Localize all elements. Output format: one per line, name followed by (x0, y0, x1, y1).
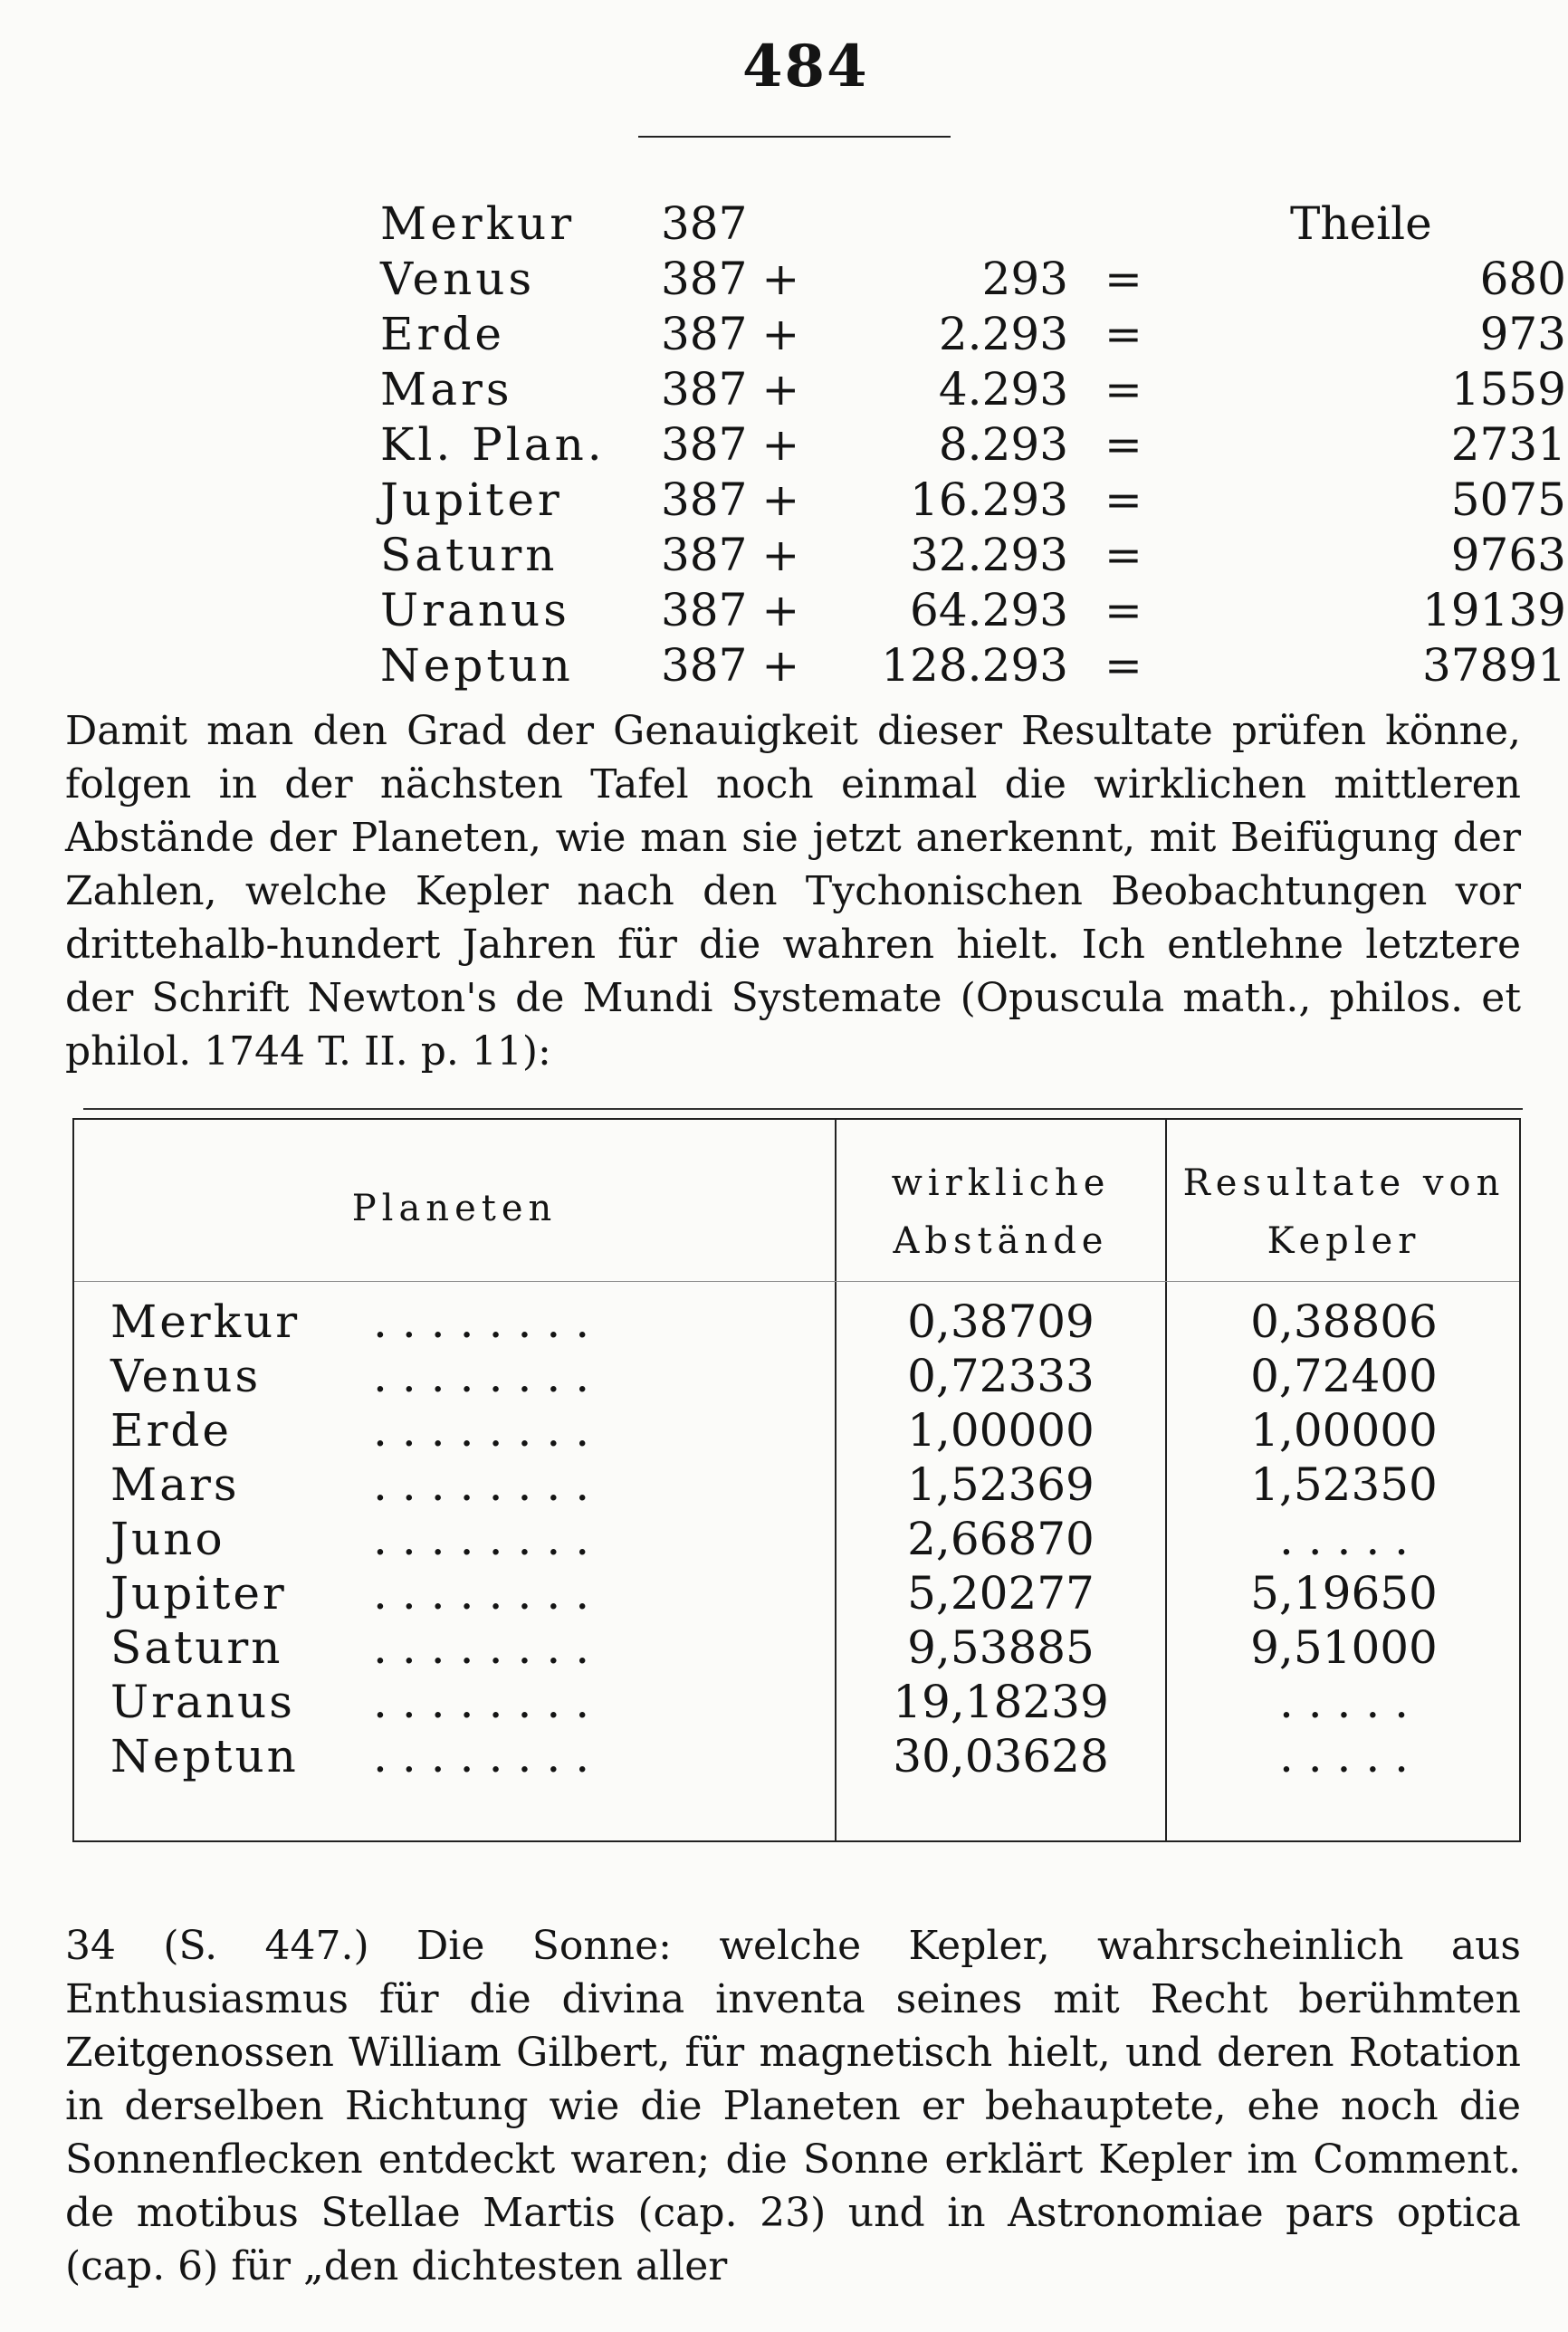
row-actual: 0,72333 (907, 1350, 1095, 1402)
calc-equals: = (1104, 308, 1143, 360)
row-kepler: 1,00000 (1250, 1404, 1438, 1457)
calc-result: 973 (1479, 308, 1566, 360)
calc-base: 387 (661, 197, 748, 250)
calc-equals: = (1104, 584, 1143, 636)
row-actual: 2,66870 (907, 1513, 1095, 1565)
table-row (74, 1458, 1519, 1513)
row-actual: 1,52369 (907, 1458, 1095, 1511)
row-leader: ........ (373, 1295, 605, 1348)
row-kepler: . . . . . (1278, 1676, 1410, 1728)
calc-base: 387 + (661, 363, 800, 416)
calc-multiple: 16.293 (910, 473, 1068, 526)
row-leader: ........ (373, 1350, 605, 1402)
row-leader: ........ (373, 1404, 605, 1457)
calc-result: 1559 (1450, 363, 1566, 416)
row-actual: 19,18239 (893, 1676, 1109, 1728)
calc-planet: Kl. Plan. (380, 418, 606, 471)
table-top-rule (83, 1108, 1523, 1110)
calc-planet: Neptun (380, 639, 574, 692)
table-row (74, 1404, 1519, 1458)
calc-planet: Mars (380, 363, 513, 416)
row-actual: 5,20277 (907, 1567, 1095, 1620)
row-kepler: . . . . . (1278, 1513, 1410, 1565)
calc-multiple: 293 (981, 253, 1068, 305)
row-kepler: . . . . . (1278, 1730, 1410, 1782)
header-actual-distances: wirkliche Abstände (891, 1162, 1111, 1262)
row-planet: Uranus (110, 1676, 295, 1728)
header-kepler-results: Resultate von Kepler (1182, 1162, 1506, 1262)
row-planet: Mars (110, 1458, 240, 1511)
row-leader: ........ (373, 1458, 605, 1511)
calc-planet: Jupiter (380, 473, 563, 526)
calc-planet: Merkur (380, 197, 576, 250)
page-number: 484 (742, 33, 869, 100)
calc-result: 680 (1479, 253, 1566, 305)
calc-result: Theile (1290, 197, 1432, 250)
intro-paragraph: Damit man den Grad der Genauigkeit dieser Resultate prüfen könne, folgen in der nächsten Tafel noch einmal die wirklichen mittleren Abstände der Planeten, wie man sie jetzt anerkennt, mit Beifügung der Zahlen, welche Kepler nach den Tychonischen Beobachtungen vor drittehalb-hundert Jahren für die wahren hielt. Ich entlehne letztere der Schrift Newton's de Mundi Systemate (Opuscula math., philos. et philol. 1744 T. II. p. 11): (65, 708, 1521, 1075)
row-leader: ........ (373, 1730, 605, 1782)
calc-base: 387 + (661, 529, 800, 581)
calc-base: 387 + (661, 253, 800, 305)
calc-planet: Venus (380, 253, 536, 305)
calc-equals: = (1104, 253, 1143, 305)
calc-equals: = (1104, 473, 1143, 526)
row-planet: Jupiter (110, 1567, 287, 1620)
calc-planet: Saturn (380, 529, 559, 581)
row-planet: Saturn (110, 1621, 283, 1674)
calc-multiple: 128.293 (881, 639, 1068, 692)
calc-equals: = (1104, 639, 1143, 692)
calc-result: 37891 (1421, 639, 1566, 692)
page-number-rule (638, 136, 951, 138)
row-kepler: 1,52350 (1250, 1458, 1438, 1511)
header-rule (74, 1281, 1519, 1282)
calc-base: 387 + (661, 308, 800, 360)
calc-multiple: 2.293 (938, 308, 1068, 360)
table-row (74, 1295, 1519, 1350)
row-planet: Merkur (110, 1295, 301, 1348)
calc-base: 387 + (661, 584, 800, 636)
calc-planet: Erde (380, 308, 505, 360)
row-kepler: 5,19650 (1250, 1567, 1438, 1620)
table-body (74, 1295, 1519, 1784)
calc-result: 2731 (1450, 418, 1566, 471)
table-row (74, 1730, 1519, 1784)
calc-planet: Uranus (380, 584, 570, 636)
calc-base: 387 + (661, 473, 800, 526)
row-planet: Erde (110, 1404, 232, 1457)
row-actual: 1,00000 (907, 1404, 1095, 1457)
row-planet: Venus (110, 1350, 262, 1402)
table-row (74, 1567, 1519, 1621)
row-leader: ........ (373, 1567, 605, 1620)
row-planet: Neptun (110, 1730, 299, 1782)
header-planets: Planeten (351, 1188, 558, 1229)
row-kepler: 9,51000 (1250, 1621, 1438, 1674)
table-row (74, 1350, 1519, 1404)
row-actual: 9,53885 (907, 1621, 1095, 1674)
calc-result: 19139 (1421, 584, 1566, 636)
calc-equals: = (1104, 363, 1143, 416)
calc-result: 9763 (1450, 529, 1566, 581)
row-leader: ........ (373, 1621, 605, 1674)
calc-multiple: 8.293 (938, 418, 1068, 471)
calc-base: 387 + (661, 418, 800, 471)
row-kepler: 0,38806 (1250, 1295, 1438, 1348)
row-planet: Juno (110, 1513, 225, 1565)
calc-multiple: 64.293 (910, 584, 1068, 636)
table-row (74, 1513, 1519, 1567)
row-actual: 30,03628 (893, 1730, 1109, 1782)
row-kepler: 0,72400 (1250, 1350, 1438, 1402)
calc-multiple: 32.293 (910, 529, 1068, 581)
calc-equals: = (1104, 529, 1143, 581)
calc-result: 5075 (1450, 473, 1566, 526)
planet-distance-table (72, 1118, 1521, 1842)
calc-multiple: 4.293 (938, 363, 1068, 416)
calc-equals: = (1104, 418, 1143, 471)
footnote-paragraph: 34 (S. 447.) Die Sonne: welche Kepler, wahrscheinlich aus Enthusiasmus für die divina inventa seines mit Recht berühmten Zeitgenossen William Gilbert, für magnetisch hielt, und deren Rotation in derselben Richtung wie die Planeten er behauptete, ehe noch die Sonnenflecken entdeckt waren; die Sonne erklärt Kepler im Comment. de motibus Stellae Martis (cap. 23) und in Astronomiae pars optica (cap. 6) für „den dichtesten aller (65, 1923, 1521, 2289)
row-leader: ........ (373, 1513, 605, 1565)
row-actual: 0,38709 (907, 1295, 1095, 1348)
calc-base: 387 + (661, 639, 800, 692)
row-leader: ........ (373, 1676, 605, 1728)
table-row (74, 1621, 1519, 1676)
table-row (74, 1676, 1519, 1730)
